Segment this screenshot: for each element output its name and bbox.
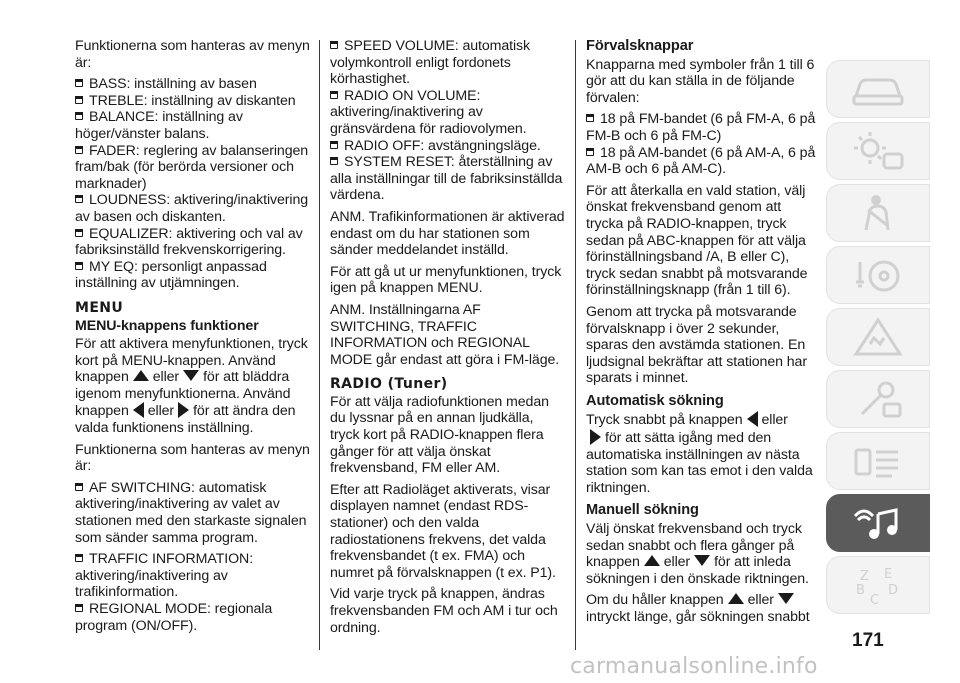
list-item: RADIO ON VOLUME: aktivering/inaktivering av gränsvärdena för radiovolymen. xyxy=(330,87,527,137)
wrench-icon xyxy=(848,376,908,422)
lights-icon xyxy=(848,128,908,174)
svg-text:D: D xyxy=(888,583,899,598)
tab-safety[interactable] xyxy=(826,184,930,242)
bullet-icon xyxy=(330,141,340,150)
alphabet-index-icon xyxy=(848,562,908,608)
list-item: BALANCE: inställning av höger/vänster balans. xyxy=(75,109,243,142)
column-divider xyxy=(575,40,576,650)
page-number: 171 xyxy=(852,630,884,651)
arrow-left-icon xyxy=(747,411,758,427)
tab-technical-data[interactable] xyxy=(826,432,930,490)
bullet-icon xyxy=(75,483,85,492)
bullet-icon xyxy=(586,148,596,157)
svg-text:C: C xyxy=(870,593,880,608)
bullet-icon xyxy=(75,604,85,613)
arrow-down-icon xyxy=(183,370,199,381)
list-item: AF SWITCHING: automatisk aktivering/inaktivering av valet av stationen med den starkaste signalen som sänder samma program. xyxy=(75,479,307,546)
bullet-icon xyxy=(330,91,340,100)
paragraph: ANM. Trafikinformationen är aktiverad endast om du har stationen som sänder meddelandet inställd. xyxy=(330,208,565,259)
paragraph: Genom att trycka på motsvarande förvalsknapp i över 2 sekunder, sparas den avstämda stationen. En ljudsignal bekräftar att stationen har sparats i minnet. xyxy=(586,303,807,387)
paragraph: Vid varje tryck på knappen, ändras frekvensbanden FM och AM i tur och ordning. xyxy=(330,586,558,636)
tech-data-icon xyxy=(848,438,908,484)
list-item: SPEED VOLUME: automatisk volymkontroll enligt fordonets körhastighet. xyxy=(330,38,531,88)
paragraph: För att återkalla en vald station, välj önskat frekvensband genom att trycka på RADIO-knappen, tryck sedan på ABC-knappen för att välja förinställningsband /A, B eller C), tryck sedan snabbt på motsvarande förinställningsknapp (från 1 till 6). xyxy=(586,182,808,299)
tab-multimedia[interactable] xyxy=(826,494,930,552)
tab-vehicle[interactable] xyxy=(826,60,930,118)
svg-text:B: B xyxy=(856,583,865,598)
list-item: 18 på FM-bandet (6 på FM-A, 6 på FM-B och 6 på FM-C) xyxy=(586,111,816,144)
bullet-icon xyxy=(75,112,85,121)
bullet-icon xyxy=(75,146,85,155)
seatbelt-icon xyxy=(848,190,908,236)
arrow-left-icon xyxy=(133,402,144,418)
tab-driving[interactable] xyxy=(826,246,930,304)
bullet-icon xyxy=(75,262,85,271)
bullet-icon xyxy=(330,157,340,166)
paragraph: För att välja radiofunktionen medan du lyssnar på en annan ljudkälla, tryck kort på RADIO-knappen flera gånger för att välja önskat frekvensband, FM eller AM. xyxy=(330,393,549,477)
column-1 xyxy=(75,38,310,634)
bullet-icon xyxy=(75,195,85,204)
list-item: REGIONAL MODE: regionala program (ON/OFF). xyxy=(75,601,273,634)
bullet-icon xyxy=(75,554,85,563)
bullet-icon xyxy=(586,114,596,123)
subheading-menu-button: MENU-knappens funktioner xyxy=(75,317,259,334)
column-3 xyxy=(586,38,818,631)
svg-text:Z: Z xyxy=(860,569,869,584)
section-heading-menu: MENU xyxy=(75,299,124,316)
subheading-auto-search: Automatisk sökning xyxy=(586,392,724,409)
arrow-up-icon xyxy=(644,555,660,566)
paragraph: Funktionerna som hanteras av menyn är: xyxy=(75,441,310,475)
steering-wheel-icon xyxy=(848,252,908,298)
arrow-right-icon xyxy=(590,429,601,445)
column-divider xyxy=(319,40,320,650)
paragraph: Om du håller knappen ellerintryckt länge, går sökningen snabbt xyxy=(586,592,810,625)
tab-dashboard-lights[interactable] xyxy=(826,122,930,180)
arrow-up-icon xyxy=(728,593,744,604)
paragraph: För att aktivera menyfunktionen, tryck kort på MENU-knappen. Använd knappen eller för att bläddra igenom menyfunktionerna. Använd knappen eller för att ändra den valda funktionens inställning. xyxy=(75,336,308,437)
list-item: MY EQ: personligt anpassad inställning av utjämningen. xyxy=(75,258,267,292)
music-note-icon xyxy=(848,500,908,546)
tab-emergency[interactable] xyxy=(826,308,930,366)
tab-maintenance[interactable] xyxy=(826,370,930,428)
tab-index[interactable] xyxy=(826,556,930,614)
paragraph: Välj önskat frekvensband och tryck sedan snabbt och flera gånger på knappen eller för att inleda sökningen i den önskade riktningen. xyxy=(586,521,809,587)
paragraph: ANM. Inställningarna AF SWITCHING, TRAFFIC INFORMATION och REGIONAL MODE går endast att göra i FM-läge. xyxy=(330,301,560,368)
paragraph: Tryck snabbt på knappen eller för att sätta igång med den automatiska inställningen av nästa station som kan tas emot i den valda riktningen. xyxy=(586,412,813,496)
warning-triangle-icon xyxy=(848,314,908,360)
list-item: LOUDNESS: aktivering/inaktivering av basen och diskanten. xyxy=(75,192,309,225)
arrow-right-icon xyxy=(178,402,189,418)
bullet-icon xyxy=(75,96,85,105)
column-2 xyxy=(330,38,565,641)
arrow-down-icon xyxy=(778,593,794,604)
list-item: RADIO OFF: avstängningsläge. xyxy=(330,138,565,155)
list-item: TREBLE: inställning av diskanten xyxy=(75,93,310,110)
bullet-icon xyxy=(330,41,340,50)
list-item: FADER: reglering av balanseringen fram/bak (för berörda versioner och marknader) xyxy=(75,142,309,192)
list-item: 18 på AM-bandet (6 på AM-A, 6 på AM-B och 6 på AM-C). xyxy=(586,144,816,178)
watermark: carmanualsonline.info xyxy=(570,654,818,679)
paragraph: För att gå ut ur menyfunktionen, tryck igen på knappen MENU. xyxy=(330,263,562,297)
chapter-tabs xyxy=(826,60,930,618)
arrow-down-icon xyxy=(694,555,710,566)
subheading-presets: Förvalsknappar xyxy=(586,38,694,54)
list-item: BASS: inställning av basen xyxy=(75,76,310,93)
bullet-icon xyxy=(75,229,85,238)
svg-text:E: E xyxy=(884,567,893,582)
paragraph: Efter att Radioläget aktiverats, visar displayen namnet (endast RDS-stationer) och den valda radiostationens frekvens, det valda frekvensbandet (t ex. FMA) och numret på förvalsknappen (t ex. P1). xyxy=(330,481,556,581)
arrow-up-icon xyxy=(133,370,149,381)
list-item: TRAFFIC INFORMATION: aktivering/inaktivering av trafikinformation. xyxy=(75,551,254,601)
section-heading-radio: RADIO (Tuner) xyxy=(330,376,448,393)
paragraph: Funktionerna som hanteras av menyn är: xyxy=(75,38,310,71)
list-item: EQUALIZER: aktivering och val av fabriksinställd frekvenskorrigering. xyxy=(75,225,303,259)
list-item: SYSTEM RESET: återställning av alla inställningar till de fabriksinställda värdena. xyxy=(330,154,563,204)
subheading-manual-search: Manuell sökning xyxy=(586,502,699,519)
paragraph: Knapparna med symboler från 1 till 6 gör att du kan ställa in de följande förvalen: xyxy=(586,56,815,106)
car-icon xyxy=(848,66,908,112)
bullet-icon xyxy=(75,79,85,88)
